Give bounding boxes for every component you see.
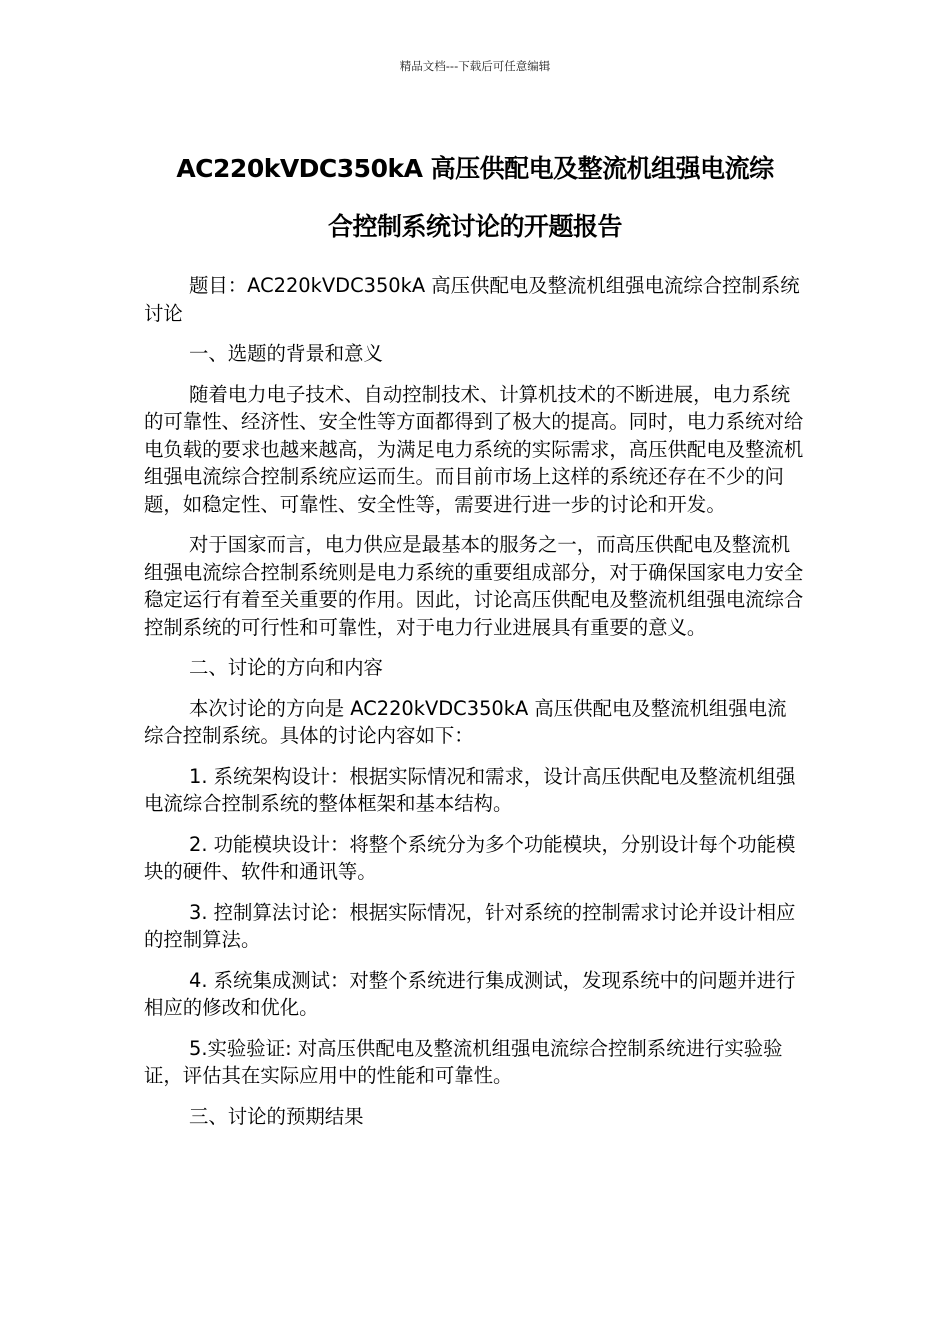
section-heading-results: 三、讨论的预期结果 bbox=[189, 1104, 364, 1128]
document-body bbox=[144, 272, 804, 1143]
direction-paragraph: 本次讨论的方向是 AC220kVDC350kA 高压供配电及整流机组强电流综合控制系统。具体的讨论内容如下： bbox=[144, 696, 787, 747]
document-title bbox=[0, 140, 950, 256]
topic-paragraph: 题目：AC220kVDC350kA 高压供配电及整流机组强电流综合控制系统讨论 bbox=[144, 274, 800, 325]
list-item-2: 2. 功能模块设计：将整个系统分为多个功能模块，分别设计每个功能模块的硬件、软件和通讯等。 bbox=[144, 832, 796, 883]
section-heading-background: 一、选题的背景和意义 bbox=[189, 342, 383, 365]
title-line-1: AC220kVDC350kA 高压供配电及整流机组强电流综 bbox=[176, 154, 774, 183]
list-item-4: 4. 系统集成测试：对整个系统进行集成测试，发现系统中的问题并进行相应的修改和优化。 bbox=[144, 968, 796, 1019]
list-item-5: 5.实验验证: 对高压供配电及整流机组强电流综合控制系统进行实验验证，评估其在实际应用中的性能和可靠性。 bbox=[144, 1036, 783, 1087]
list-item-3: 3. 控制算法讨论：根据实际情况，针对系统的控制需求讨论并设计相应的控制算法。 bbox=[144, 900, 796, 951]
background-paragraph-1: 随着电力电子技术、自动控制技术、计算机技术的不断进展，电力系统的可靠性、经济性、安全性等方面都得到了极大的提高。同时，电力系统对给电负载的要求也越来越高，为满足电力系统的实际需求，高压供配电及整流机组强电流综合控制系统应运而生。而目前市场上这样的系统还存在不少的问题，如稳定性、可靠性、安全性等，需要进行进一步的讨论和开发。 bbox=[144, 382, 804, 516]
background-paragraph-2: 对于国家而言，电力供应是最基本的服务之一，而高压供配电及整流机组强电流综合控制系统则是电力系统的重要组成部分，对于确保国家电力安全稳定运行有着至关重要的作用。因此，讨论高压供配电及整流机组强电流综合控制系统的可行性和可靠性，对于电力行业进展具有重要的意义。 bbox=[144, 533, 804, 639]
list-item-1: 1. 系统架构设计：根据实际情况和需求，设计高压供配电及整流机组强电流综合控制系统的整体框架和基本结构。 bbox=[144, 764, 796, 815]
section-heading-direction: 二、讨论的方向和内容 bbox=[189, 656, 383, 679]
title-line-2: 合控制系统讨论的开题报告 bbox=[327, 212, 622, 241]
header-watermark: 精品文档---下载后可任意编辑 bbox=[399, 59, 551, 73]
